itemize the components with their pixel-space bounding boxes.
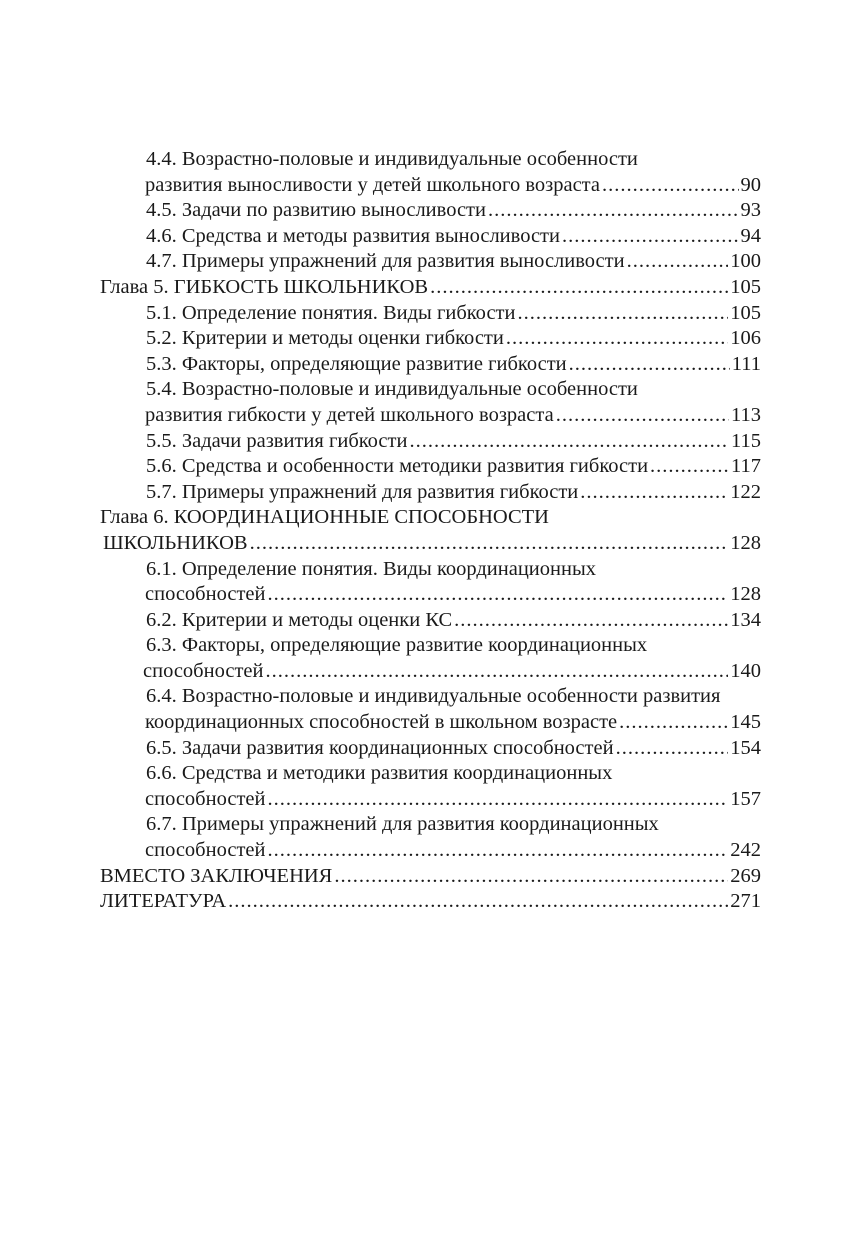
toc-entry <box>100 224 761 250</box>
dot-leader <box>488 198 739 224</box>
toc-page-number: 134 <box>730 608 761 631</box>
toc-entry <box>100 582 761 608</box>
toc-entry-title: 6.3. Факторы, определяющие развитие координационных <box>146 634 648 657</box>
toc-page-number: 111 <box>731 352 761 375</box>
toc-entry-title: 5.1. Определение понятия. Виды гибкости <box>146 301 516 324</box>
toc-entry-title: 6.4. Возрастно-половые и индивидуальные особенности развития <box>146 685 721 708</box>
toc-entry-title: 6.1. Определение понятия. Виды координационных <box>146 557 596 580</box>
toc-entry <box>100 838 761 864</box>
toc-page-number: 117 <box>731 455 761 478</box>
toc-page-number: 269 <box>730 864 761 887</box>
toc-entry <box>100 249 761 275</box>
toc-entry <box>100 659 761 685</box>
dot-leader <box>580 480 728 506</box>
dot-leader <box>569 352 730 378</box>
toc-entry <box>100 326 761 352</box>
toc-entry <box>100 275 761 301</box>
toc-page-number: 154 <box>730 736 761 759</box>
toc-page-number: 105 <box>730 301 761 324</box>
toc-page-number: 128 <box>730 583 761 606</box>
toc-entry <box>100 301 761 327</box>
toc-entry <box>100 864 761 890</box>
toc-entry-title: 4.4. Возрастно-половые и индивидуальные особенности <box>146 148 638 170</box>
toc-entry <box>100 505 761 531</box>
toc-entry-title: 6.2. Критерии и методы оценки КС <box>146 608 453 631</box>
toc-entry <box>100 608 761 634</box>
toc-page-number: 113 <box>731 403 761 426</box>
toc-entry-title: координационных способностей в школьном возрасте <box>145 711 618 734</box>
toc-entry-title: 4.5. Задачи по развитию выносливости <box>146 199 486 222</box>
toc-entry-title: способностей <box>145 839 266 862</box>
toc-entry <box>100 710 761 736</box>
toc-entry-title: развития гибкости у детей школьного возраста <box>145 403 554 426</box>
dot-leader <box>517 301 728 327</box>
toc-entry-title: ЛИТЕРАТУРА <box>100 890 227 913</box>
toc-entry-title: 5.6. Средства и особенности методики развития гибкости <box>146 455 649 478</box>
toc-page-number: 115 <box>731 429 761 452</box>
toc-entry-title: 6.5. Задачи развития координационных способностей <box>146 736 614 759</box>
toc-entry <box>100 403 761 429</box>
toc-page-number: 94 <box>740 224 761 247</box>
toc-entry <box>100 198 761 224</box>
toc-entry <box>100 147 761 173</box>
dot-leader <box>250 531 729 557</box>
dot-leader <box>556 403 729 429</box>
dot-leader <box>267 838 728 864</box>
toc-entry <box>100 480 761 506</box>
toc-entry-title: 4.6. Средства и методы развития выносливости <box>146 224 560 247</box>
toc-entry <box>100 684 761 710</box>
dot-leader <box>650 454 729 480</box>
toc-entry <box>100 429 761 455</box>
dot-leader <box>506 326 728 352</box>
dot-leader <box>334 864 728 890</box>
toc-entry <box>100 889 761 915</box>
dot-leader <box>619 710 728 736</box>
toc-entry-title: ВМЕСТО ЗАКЛЮЧЕНИЯ <box>100 864 333 887</box>
toc-page-number: 105 <box>730 275 761 298</box>
toc-entry-title: 6.6. Средства и методики развития координационных <box>146 762 613 785</box>
toc-page-number: 106 <box>730 327 761 350</box>
dot-leader <box>228 889 728 915</box>
dot-leader <box>267 582 728 608</box>
toc-entry <box>100 761 761 787</box>
toc-page-number: 145 <box>730 711 761 734</box>
dot-leader <box>430 275 728 301</box>
table-of-contents <box>100 147 761 915</box>
toc-entry-title: Глава 5. ГИБКОСТЬ ШКОЛЬНИКОВ <box>100 275 429 298</box>
toc-page-number: 271 <box>730 890 761 913</box>
toc-page-number: 93 <box>740 199 761 222</box>
toc-entry <box>100 557 761 583</box>
dot-leader <box>267 787 728 813</box>
toc-entry-title: 5.2. Критерии и методы оценки гибкости <box>146 327 504 350</box>
toc-entry <box>100 531 761 557</box>
toc-entry <box>100 377 761 403</box>
toc-page-number: 140 <box>730 659 761 682</box>
toc-entry-title: развития выносливости у детей школьного возраста <box>145 173 600 196</box>
toc-page-number: 90 <box>740 173 761 196</box>
toc-entry <box>100 173 761 199</box>
toc-page-number: 242 <box>730 839 761 862</box>
toc-entry-title: 5.7. Примеры упражнений для развития гибкости <box>146 480 579 503</box>
dot-leader <box>562 224 739 250</box>
toc-entry-title: способностей <box>145 787 266 810</box>
toc-entry-title: 4.7. Примеры упражнений для развития выносливости <box>146 250 625 273</box>
dot-leader <box>454 608 728 634</box>
toc-entry-title: 6.7. Примеры упражнений для развития координационных <box>146 813 659 836</box>
toc-entry <box>100 352 761 378</box>
toc-entry-title: способностей <box>145 583 266 606</box>
dot-leader <box>602 173 739 199</box>
toc-entry <box>100 633 761 659</box>
toc-entry-title: ШКОЛЬНИКОВ <box>103 531 248 554</box>
toc-entry <box>100 787 761 813</box>
dot-leader <box>409 429 729 455</box>
toc-entry <box>100 736 761 762</box>
toc-entry-title: Глава 6. КООРДИНАЦИОННЫЕ СПОСОБНОСТИ <box>100 506 549 529</box>
toc-entry-title: 5.3. Факторы, определяющие развитие гибкости <box>146 352 567 375</box>
toc-entry-title: 5.5. Задачи развития гибкости <box>146 429 408 452</box>
toc-entry <box>100 812 761 838</box>
dot-leader <box>616 736 729 762</box>
toc-entry-title: способностей <box>143 659 264 682</box>
toc-page-number: 157 <box>730 787 761 810</box>
toc-entry <box>100 454 761 480</box>
dot-leader <box>627 249 729 275</box>
toc-page-number: 122 <box>730 480 761 503</box>
dot-leader <box>265 659 728 685</box>
toc-page-number: 100 <box>730 250 761 273</box>
toc-entry-title: 5.4. Возрастно-половые и индивидуальные особенности <box>146 378 638 401</box>
toc-page-number: 128 <box>730 531 761 554</box>
